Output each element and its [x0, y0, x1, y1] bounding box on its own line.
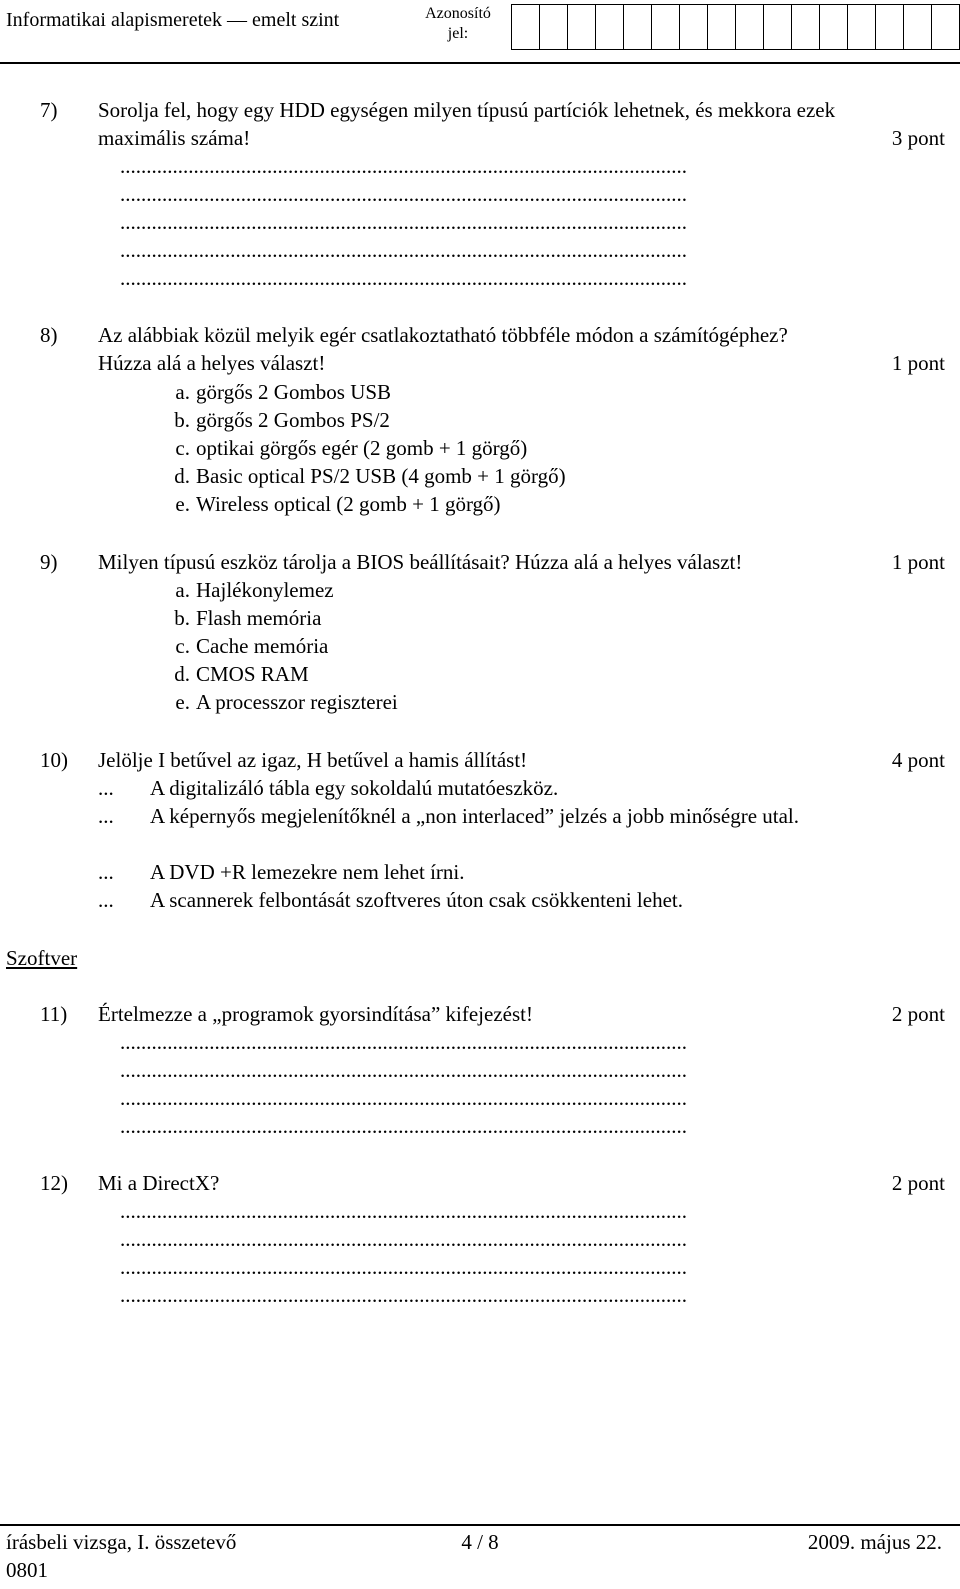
answer-line[interactable]: ............................................................................................................	[120, 266, 687, 290]
option-text: Cache memória	[196, 634, 329, 658]
answer-line[interactable]: ............................................................................................................	[120, 154, 687, 178]
option-text: görgős 2 Gombos PS/2	[196, 408, 390, 432]
option-b[interactable]	[150, 406, 390, 434]
statement-text: A scannerek felbontását szoftveres úton csak csökkenteni lehet.	[150, 888, 683, 912]
answer-blank[interactable]: ...	[98, 860, 114, 884]
page-header	[0, 0, 960, 58]
option-letter: c.	[175, 436, 190, 460]
id-box[interactable]	[735, 4, 764, 50]
option-letter: a.	[175, 380, 190, 404]
answer-blank[interactable]: ...	[98, 804, 114, 828]
option-a[interactable]	[150, 378, 391, 406]
exam-title: Informatikai alapismeretek — emelt szint	[6, 9, 340, 31]
points: 1 pont	[891, 550, 945, 574]
option-letter: d.	[174, 464, 190, 488]
option-letter: e.	[175, 690, 190, 714]
option-c[interactable]	[150, 434, 527, 462]
id-box[interactable]	[567, 4, 596, 50]
question-number: 9)	[40, 550, 58, 574]
option-letter: e.	[175, 492, 190, 516]
statement-2	[98, 802, 858, 830]
answer-line[interactable]: ............................................................................................................	[120, 1114, 687, 1138]
statement-3	[98, 858, 858, 886]
id-box[interactable]	[931, 4, 960, 50]
statement-4	[98, 886, 858, 914]
option-letter: d.	[174, 662, 190, 686]
question-number: 7)	[40, 98, 58, 122]
question-10	[40, 746, 945, 916]
id-box[interactable]	[679, 4, 708, 50]
id-box[interactable]	[595, 4, 624, 50]
answer-line[interactable]: ............................................................................................................	[120, 182, 687, 206]
section-heading: Szoftver	[6, 946, 78, 970]
question-text: Mi a DirectX?	[98, 1171, 220, 1195]
option-text: Wireless optical (2 gomb + 1 görgő)	[196, 492, 501, 516]
id-box[interactable]	[623, 4, 652, 50]
id-box[interactable]	[763, 4, 792, 50]
option-a[interactable]	[150, 576, 334, 604]
header-divider	[0, 62, 960, 64]
answer-line[interactable]: ............................................................................................................	[120, 1255, 687, 1279]
option-text: CMOS RAM	[196, 662, 309, 686]
answer-line[interactable]: ............................................................................................................	[120, 210, 687, 234]
question-text: Milyen típusú eszköz tárolja a BIOS beállításait? Húzza alá a helyes választ!	[98, 550, 743, 574]
exam-part: írásbeli vizsga, I. összetevő	[6, 1530, 237, 1554]
question-7	[40, 96, 945, 296]
statement-text: A képernyős megjelenítőknél a „non interlaced” jelzés a jobb minőségre utal.	[150, 804, 800, 828]
option-letter: c.	[175, 634, 190, 658]
id-box[interactable]	[847, 4, 876, 50]
question-text: Értelmezze a „programok gyorsindítása” kifejezést!	[98, 1002, 533, 1026]
points: 2 pont	[891, 1002, 945, 1026]
statement-text: A DVD +R lemezekre nem lehet írni.	[150, 860, 465, 884]
option-letter: b.	[174, 606, 190, 630]
exam-code: 0801	[6, 1558, 48, 1582]
answer-line[interactable]: ............................................................................................................	[120, 238, 687, 262]
id-boxes[interactable]	[512, 4, 960, 50]
statement-1	[98, 774, 858, 802]
points: 4 pont	[891, 748, 945, 772]
option-text: A processzor regiszterei	[196, 690, 398, 714]
option-e[interactable]	[150, 490, 501, 518]
option-d[interactable]	[150, 462, 566, 490]
footer-divider	[0, 1524, 960, 1526]
option-e[interactable]	[150, 688, 398, 716]
question-text: Az alábbiak közül melyik egér csatlakoztatható többféle módon a számítógéphez? Húzza alá a helyes választ!	[98, 323, 788, 375]
question-text: Sorolja fel, hogy egy HDD egységen milyen típusú partíciók lehetnek, és mekkora ezek maximális száma!	[98, 98, 836, 150]
option-b[interactable]	[150, 604, 321, 632]
question-number: 10)	[40, 748, 68, 772]
answer-blank[interactable]: ...	[98, 888, 114, 912]
id-box[interactable]	[791, 4, 820, 50]
option-text: optikai görgős egér (2 gomb + 1 görgő)	[196, 436, 528, 460]
answer-line[interactable]: ............................................................................................................	[120, 1086, 687, 1110]
id-box[interactable]	[903, 4, 932, 50]
question-number: 8)	[40, 323, 58, 347]
question-11	[40, 1000, 945, 1140]
question-9	[40, 548, 945, 718]
option-c[interactable]	[150, 632, 328, 660]
id-box[interactable]	[651, 4, 680, 50]
exam-date: 2009. május 22.	[807, 1530, 942, 1554]
id-box[interactable]	[511, 4, 540, 50]
id-box[interactable]	[707, 4, 736, 50]
answer-line[interactable]: ............................................................................................................	[120, 1030, 687, 1054]
question-number: 12)	[40, 1171, 68, 1195]
answer-blank[interactable]: ...	[98, 776, 114, 800]
id-box[interactable]	[875, 4, 904, 50]
statement-text: A digitalizáló tábla egy sokoldalú mutatóeszköz.	[150, 776, 559, 800]
points: 3 pont	[891, 126, 945, 150]
question-number: 11)	[40, 1002, 68, 1026]
id-label: Azonosító jel:	[425, 5, 491, 42]
answer-line[interactable]: ............................................................................................................	[120, 1058, 687, 1082]
answer-line[interactable]: ............................................................................................................	[120, 1227, 687, 1251]
option-text: Flash memória	[196, 606, 322, 630]
option-text: görgős 2 Gombos USB	[196, 380, 392, 404]
page-number: 4 / 8	[461, 1530, 499, 1554]
question-8	[40, 321, 945, 521]
option-text: Hajlékonylemez	[196, 578, 334, 602]
id-box[interactable]	[539, 4, 568, 50]
question-12	[40, 1169, 945, 1309]
question-text: Jelölje I betűvel az igaz, H betűvel a hamis állítást!	[98, 748, 528, 772]
answer-line[interactable]: ............................................................................................................	[120, 1283, 687, 1307]
option-text: Basic optical PS/2 USB (4 gomb + 1 görgő)	[196, 464, 566, 488]
answer-line[interactable]: ............................................................................................................	[120, 1199, 687, 1223]
option-letter: a.	[175, 578, 190, 602]
option-d[interactable]	[150, 660, 309, 688]
points: 1 pont	[891, 351, 945, 375]
option-letter: b.	[174, 408, 190, 432]
points: 2 pont	[891, 1171, 945, 1195]
id-box[interactable]	[819, 4, 848, 50]
